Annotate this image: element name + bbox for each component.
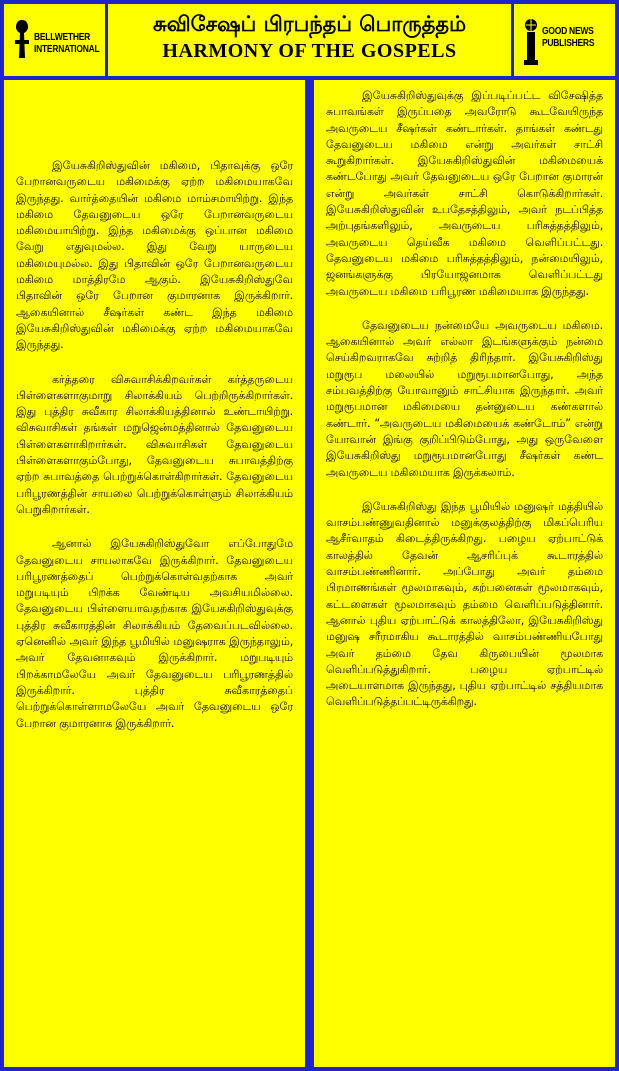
right-paragraph-3: இயேசுகிறிஸ்து இந்த பூமியில் மனுஷர் மத்தியில் வாசம்பண்ணுவதினால் மனுக்குலத்திற்கு மிகப்பெரிய ஆசீர்வாதம் கிடைத்திருக்கிறது. பழைய ஏற்பாட்டுக் காலத்தில் தேவன் ஆசரிப்புக் கூடாரத்தில் வாசம்பண்ணினார். அப்போது அவர் தம்மை பிரமாணங்கள் மூலமாகவும், கற்பனைகள் மூலமாகவும், கட்டளைகள் மூலமாகவும் தம்மை வெளிப்படுத்தினார். ஆனால் புதிய ஏற்பாட்டுக் காலத்திலோ, இயேசுகிறிஸ்து மனுஷ சரீரமாகிய கூடாரத்தில் வாசம்பண்ணியபோது அவர் தம்மை தேவ கிருபையின் மூலமாக வெளிப்படுத்துகிறார். பழைய ஏற்பாட்டில் அடையாளமாக இருந்தது, புதிய ஏற்பாட்டில் சத்தியமாக வெளிப்படுத்தப்பட்டிருக்கிறது. <box>326 499 603 709</box>
bellwether-line2: INTERNATIONAL <box>34 44 100 55</box>
globe-pillar-icon <box>522 18 540 66</box>
left-paragraph-2: கர்த்தரை விசுவாசிக்கிறவர்கள் கர்த்தருடைய பிள்ளைகளாகுமாறு சிலாக்கியம் பெற்றிருக்கிறார்கள். இது புத்திர சுவீகார சிலாக்கியத்தினால் உண்டாயிற்று. விசுவாசிகள் தங்கள் மறுஜென்மத்தினால் தேவனுடைய பிள்ளைகளாகிறார்கள். விசுவாசிகள் தேவனுடைய பிள்ளைகளாகும்போது, தேவனுடைய சுபாவத்திற்கு ஏற்ற சுபாவத்தை பெற்றுக்கொள்கிறார்கள். தேவனுடைய பரிபூரணத்தின் சாயலை பெற்றுக்கொள்ளும் சிலாக்கியம் பெறுகிறார்கள். <box>16 372 293 516</box>
right-paragraph-1: இயேசுகிறிஸ்துவுக்கு இப்படிப்பட்ட விசேஷித்த சுபாவங்கள் இருப்பதை அவரோடு கூடவேயிருந்த அவருடைய சீஷர்கள் கண்டார்கள். தாங்கள் கண்டது தேவனுடைய மகிமை என்று அவர்கள் சாட்சி கூறுகிறார்கள். இயேசுகிறிஸ்துவின் மகிமையைக் கண்டபோது அவர் தேவனுடைய ஒரே பேறான குமாரன் என்று அவர்கள் சாட்சி கொடுக்கிறார்கள். இயேசுகிறிஸ்துவின் உபதேசத்திலும், அவர் நடப்பித்த அற்புதங்களிலும், அவருடைய பரிசுத்தத்திலும், அவருடைய தெய்வீக மகிமை வெளிப்பட்டது. தேவனுடைய மகிமை பரிசுத்தத்திலும், நன்மையிலும், ஜனங்களுக்கு பிரயோஜனமாக வெளிப்பட்டது அவருடைய மகிமை பரிபூரண மகிமையாக இருந்தது. <box>326 89 603 298</box>
page-title-tamil: சுவிசேஷப் பிரபந்தப் பொருத்தம் <box>153 12 466 36</box>
good-news-logo-text <box>542 26 594 50</box>
good-news-line1: GOOD NEWS <box>542 26 594 37</box>
left-paragraph-3: ஆனால் இயேசுகிறிஸ்துவோ எப்போதுமே தேவனுடைய சாயலாகவே இருக்கிறார். தேவனுடைய பரிபூரணத்தைப் பெற்றுக்கொள்வதற்காக அவர் மறுபடியும் பிறக்க வேண்டிய அவசியமில்லை. தேவனுடைய பிள்ளையாவதற்காக இயேசுகிறிஸ்துவுக்கு புத்திர சுவீகாரத்தின் சிலாக்கியம் தேவைப்படவில்லை. ஏனெனில் அவர் இந்த பூமியில் மனுஷராக இருந்தாலும், அவர் தேவனாகவும் இருக்கிறார். மறுபடியும் பிறக்காமலேயே அவர் தேவனுடைய பரிபூரணத்தில் இருக்கிறார். புத்திர சுவீகாரத்தைப் பெற்றுக்கொள்ளாமலேயே அவர் தேவனுடைய ஒரே பேறான குமாரனாக இருக்கிறார். <box>16 537 293 730</box>
bellwether-line1: BELLWETHER <box>34 32 91 43</box>
bellwether-logo <box>4 4 108 76</box>
left-paragraph-1: இயேசுகிறிஸ்துவின் மகிமை, பிதாவுக்கு ஒரே பேறானவருடைய மகிமைக்கு ஏற்ற மகிமையாகவே இருந்தது. வார்த்தையின் மகிமை மாம்சமாயிற்று. இந்த மகிமை தேவனுடைய ஒரே பேறானவருடைய மகிமையாயிற்று. இந்த மகிமைக்கு ஒப்பான மகிமை வேறு எதுவுமல்ல. இது வேறு யாருடைய மகிமையுமல்ல. இது பிதாவின் ஒரே பேறானவருடைய மகிமை மாத்திரமே ஆகும். இயேசுகிறிஸ்துவே பிதாவின் ஒரே பேறான குமாரனாக இருக்கிறார். ஆகையினால் சீஷர்கள் கண்ட இந்த மகிமை இயேசுகிறிஸ்துவின் மகிமைக்கு ஏற்ற மகிமையாகவே இருந்தது. <box>16 159 293 352</box>
left-column <box>4 80 305 1067</box>
right-paragraph-2: தேவனுடைய நன்மையே அவருடைய மகிமை. ஆகையினால் அவர் எல்லா இடங்களுக்கும் நன்மை செய்கிறவராகவே சுற்றித் திரிந்தார். இயேசுகிறிஸ்து மறுரூப மலையில் மறுரூபமானபோது, அந்த சம்பவத்திற்கு யோவானும் சாட்சியாக இருந்தார். அவர் மறுரூபமான மகிமையை தன்னுடைய கண்களால் கண்டார். “அவருடைய மகிமையைக் கண்டோம்” என்று யோவான் இங்கு குறிப்பிடும்போது, அது ஒருவேளை இயேசுகிறிஸ்து மறுரூபமானபோது சீஷர்கள் கண்ட அவருடைய மகிமையாக இருக்கலாம். <box>326 318 603 479</box>
bellwether-logo-text <box>34 32 99 56</box>
good-news-line2: PUBLISHERS <box>542 38 595 49</box>
good-news-logo <box>511 4 615 76</box>
right-column <box>314 80 615 1067</box>
page-title-english: HARMONY OF THE GOSPELS <box>162 40 457 62</box>
title-area <box>110 4 509 76</box>
sheep-icon <box>12 18 32 60</box>
page-header <box>4 4 615 76</box>
